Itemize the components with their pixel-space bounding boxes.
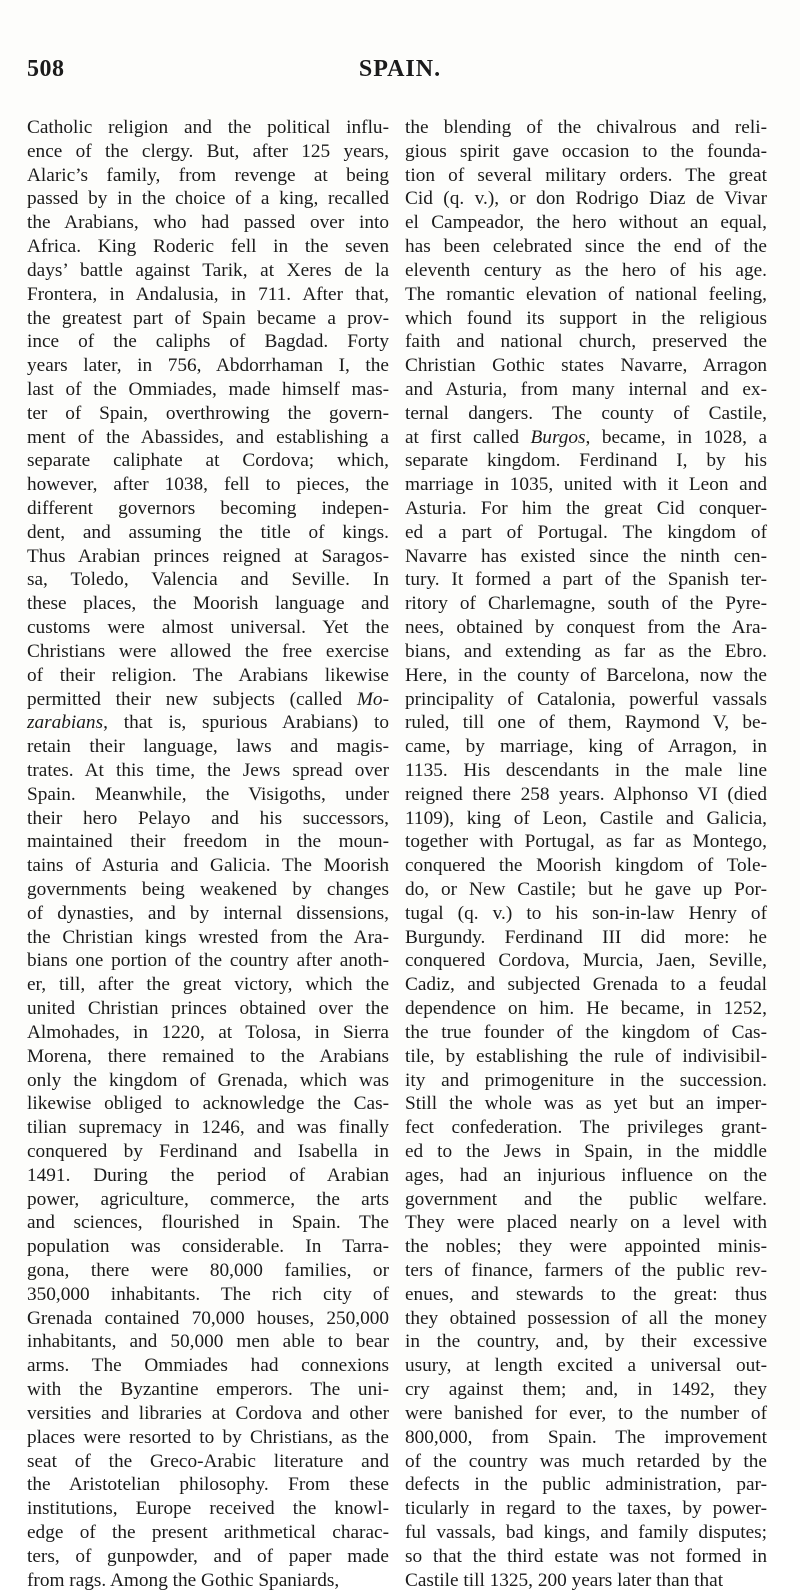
page-header: [27, 56, 773, 90]
left-text-column: [27, 116, 389, 1592]
text-line: ters of finance, farmers of the public rev-: [405, 1260, 767, 1281]
text-line: power, agriculture, commerce, the arts: [27, 1188, 389, 1210]
text-line: has been celebrated since the end of the: [405, 236, 767, 258]
text-line: the Aristotelian philosophy. From these: [27, 1474, 389, 1496]
text-line: Asturia. For him the great Cid conquer-: [405, 498, 767, 519]
text-line: defects in the public administration, par-: [405, 1474, 767, 1496]
text-line: bians one portion of the country after anoth-: [27, 950, 389, 972]
text-line: Cadiz, and subjected Grenada to a feudal: [405, 974, 767, 996]
text-line: Still the whole was as yet but an imper-: [405, 1093, 767, 1115]
text-line: the Arabians, who had passed over into: [27, 212, 389, 234]
text-line: Grenada contained 70,000 houses, 250,000: [27, 1307, 389, 1329]
text-line: ticularly in regard to the taxes, by power-: [405, 1498, 767, 1520]
text-line: Frontera, in Andalusia, in 711. After that,: [27, 283, 389, 305]
text-line: Christian Gothic states Navarre, Arragon: [405, 355, 767, 377]
text-line: 1135. His descendants in the male line: [405, 759, 767, 781]
text-line: Christians were allowed the free exercise: [27, 640, 389, 662]
text-line: separate caliphate at Cordova; which,: [27, 450, 389, 472]
text-line: 1491. During the period of Arabian: [27, 1164, 389, 1186]
text-line: dependence on him. He became, in 1252,: [405, 998, 767, 1020]
text-line: Catholic religion and the political influ-: [27, 117, 389, 138]
text-line: er, till, after the great victory, which the: [27, 974, 389, 996]
text-line: they obtained possession of all the money: [405, 1307, 767, 1329]
text-line: so that the third estate was not formed in: [405, 1545, 767, 1567]
text-line: which found its support in the religious: [405, 307, 767, 329]
text-line: Burgundy. Ferdinand III did more: he: [405, 926, 767, 948]
text-line: were banished for ever, to the number of: [405, 1402, 767, 1424]
text-line: faith and national church, preserved the: [405, 331, 767, 353]
running-head: SPAIN.: [358, 56, 442, 82]
text-line: with the Byzantine emperors. The uni-: [27, 1379, 389, 1401]
text-line: ment of the Abassides, and establishing a: [27, 426, 389, 448]
text-line: 800,000, from Spain. The improvement: [405, 1426, 767, 1448]
text-line: retain their language, laws and magis-: [27, 736, 389, 758]
text-line: places were resorted to by Christians, as the: [27, 1426, 389, 1448]
text-line: They were placed nearly on a level with: [405, 1212, 767, 1234]
text-line: conquered by Ferdinand and Isabella in: [27, 1140, 389, 1162]
text-line: principality of Catalonia, powerful vassals: [405, 688, 767, 710]
text-line: maintained their freedom in the moun-: [27, 831, 389, 853]
text-line: usury, at length excited a universal out-: [405, 1355, 767, 1377]
text-line: passed by in the choice of a king, recalled: [27, 188, 389, 210]
text-line: ity and primogeniture in the succession.: [405, 1069, 767, 1091]
text-line: and sciences, flourished in Spain. The: [27, 1212, 389, 1234]
text-line: trates. At this time, the Jews spread over: [27, 759, 389, 781]
text-line: 350,000 inhabitants. The rich city of: [27, 1283, 389, 1305]
text-line: 1109), king of Leon, Castile and Galicia,: [405, 807, 767, 829]
text-line: separate kingdom. Ferdinand I, by his: [405, 450, 767, 472]
text-line: and Asturia, from many internal and ex-: [405, 378, 767, 400]
text-line: el Campeador, the hero without an equal,: [405, 212, 767, 234]
page-number: 508: [27, 56, 65, 82]
text-line: united Christian princes obtained over the: [27, 998, 389, 1020]
text-line: conquered Cordova, Murcia, Jaen, Seville,: [405, 950, 767, 972]
text-line: together with Portugal, as far as Montego,: [405, 831, 767, 853]
text-line: days’ battle against Tarik, at Xeres de la: [27, 259, 389, 281]
text-line: ternal dangers. The county of Castile,: [405, 402, 767, 424]
text-line: tile, by establishing the rule of indivisibil-: [405, 1045, 767, 1067]
text-line: seat of the Greco-Arabic literature and: [27, 1450, 389, 1472]
text-line: The romantic elevation of national feeling,: [405, 283, 767, 305]
text-line: ritory of Charlemagne, south of the Pyre-: [405, 593, 767, 615]
text-line: cry against them; and, in 1492, they: [405, 1379, 767, 1401]
text-line: institutions, Europe received the knowl-: [27, 1498, 389, 1520]
text-line: at first called Burgos, became, in 1028, a: [405, 426, 768, 448]
text-line: ters, of gunpowder, and of paper made: [27, 1545, 389, 1567]
text-line: bians, and extending as far as the Ebro.: [405, 640, 767, 662]
text-line: permitted their new subjects (called Mo-: [27, 688, 389, 710]
text-line: conquered the Moorish kingdom of Tole-: [405, 855, 767, 877]
text-line: from rags. Among the Gothic Spaniards,: [27, 1569, 340, 1591]
text-line: inhabitants, and 50,000 men able to bear: [27, 1331, 389, 1353]
text-line: customs were almost universal. Yet the: [27, 617, 389, 639]
text-line: arms. The Ommiades had connexions: [27, 1355, 389, 1377]
text-line: dent, and assuming the title of kings.: [27, 521, 389, 543]
text-line: ed a part of Portugal. The kingdom of: [405, 521, 767, 543]
text-line: versities and libraries at Cordova and other: [27, 1402, 389, 1424]
text-line: sa, Toledo, Valencia and Seville. In: [27, 569, 389, 591]
text-line: gious spirit gave occasion to the founda-: [405, 140, 767, 162]
text-line: Here, in the county of Barcelona, now the: [405, 664, 767, 686]
text-line: of their religion. The Arabians likewise: [27, 664, 389, 686]
text-line: ter of Spain, overthrowing the govern-: [27, 402, 389, 424]
text-line: ince of the caliphs of Bagdad. Forty: [27, 331, 389, 353]
text-line: Africa. King Roderic fell in the seven: [27, 236, 389, 258]
text-line: marriage in 1035, united with it Leon and: [405, 474, 767, 496]
text-line: the Christian kings wrested from the Ara-: [27, 926, 389, 948]
text-line: years later, in 756, Abdorrhaman I, the: [27, 355, 389, 377]
text-line: Navarre has existed since the ninth cen-: [405, 545, 767, 567]
text-line: however, after 1038, fell to pieces, the: [27, 474, 389, 496]
text-line: the blending of the chivalrous and reli-: [405, 117, 767, 138]
text-line: last of the Ommiades, made himself mas-: [27, 378, 389, 400]
text-line: tion of several military orders. The great: [405, 164, 767, 186]
text-line: ed to the Jews in Spain, in the middle: [405, 1140, 767, 1162]
text-line: ful vassals, bad kings, and family disputes;: [405, 1521, 767, 1543]
text-line: only the kingdom of Grenada, which was: [27, 1069, 389, 1091]
text-line: the greatest part of Spain became a prov-: [27, 307, 389, 329]
right-text-column: [405, 116, 767, 1592]
text-line: the nobles; they were appointed minis-: [405, 1236, 767, 1258]
text-line: zarabians, that is, spurious Arabians) to: [27, 712, 389, 734]
text-line: likewise obliged to acknowledge the Cas-: [27, 1093, 389, 1115]
text-line: eleventh century as the hero of his age.: [405, 259, 767, 281]
text-line: population was considerable. In Tarra-: [27, 1236, 389, 1258]
text-line: Thus Arabian princes reigned at Saragos-: [27, 545, 389, 567]
text-line: tilian supremacy in 1246, and was finally: [27, 1117, 389, 1139]
text-line: nees, obtained by conquest from the Ara-: [405, 617, 767, 639]
text-line: enues, and stewards to the great: thus: [405, 1283, 767, 1305]
text-line: ages, had an injurious influence on the: [405, 1164, 767, 1186]
text-line: fect confederation. The privileges grant-: [405, 1117, 767, 1139]
text-line: Castile till 1325, 200 years later than that: [405, 1569, 724, 1591]
text-line: their hero Pelayo and his successors,: [27, 807, 389, 829]
text-line: ruled, till one of them, Raymond V, be-: [405, 712, 767, 734]
text-line: tains of Asturia and Galicia. The Moorish: [27, 855, 389, 877]
text-line: government and the public welfare.: [405, 1188, 767, 1210]
text-line: Morena, there remained to the Arabians: [27, 1045, 389, 1067]
text-line: gona, there were 80,000 families, or: [27, 1260, 389, 1281]
text-line: Almohades, in 1220, at Tolosa, in Sierra: [27, 1021, 389, 1043]
text-line: ence of the clergy. But, after 125 years,: [27, 140, 389, 162]
text-line: the true founder of the kingdom of Cas-: [405, 1021, 767, 1043]
text-line: reigned there 258 years. Alphonso VI (died: [405, 783, 767, 805]
text-line: came, by marriage, king of Arragon, in: [405, 736, 767, 758]
text-line: these places, the Moorish language and: [27, 593, 389, 615]
text-line: Alaric’s family, from revenge at being: [27, 164, 389, 186]
text-line: Cid (q. v.), or don Rodrigo Diaz de Vivar: [405, 188, 767, 210]
text-line: of the country was much retarded by the: [405, 1450, 767, 1472]
text-line: edge of the present arithmetical charac-: [27, 1521, 389, 1543]
text-line: of dynasties, and by internal dissensions,: [27, 902, 389, 924]
text-line: do, or New Castile; but he gave up Por-: [405, 879, 767, 900]
text-line: governments being weakened by changes: [27, 879, 389, 900]
text-line: tury. It formed a part of the Spanish ter-: [405, 569, 767, 591]
text-line: different governors becoming indepen-: [27, 498, 389, 519]
text-line: Spain. Meanwhile, the Visigoths, under: [27, 783, 389, 805]
text-line: tugal (q. v.) to his son-in-law Henry of: [405, 902, 767, 924]
text-line: in the country, and, by their excessive: [405, 1331, 767, 1353]
